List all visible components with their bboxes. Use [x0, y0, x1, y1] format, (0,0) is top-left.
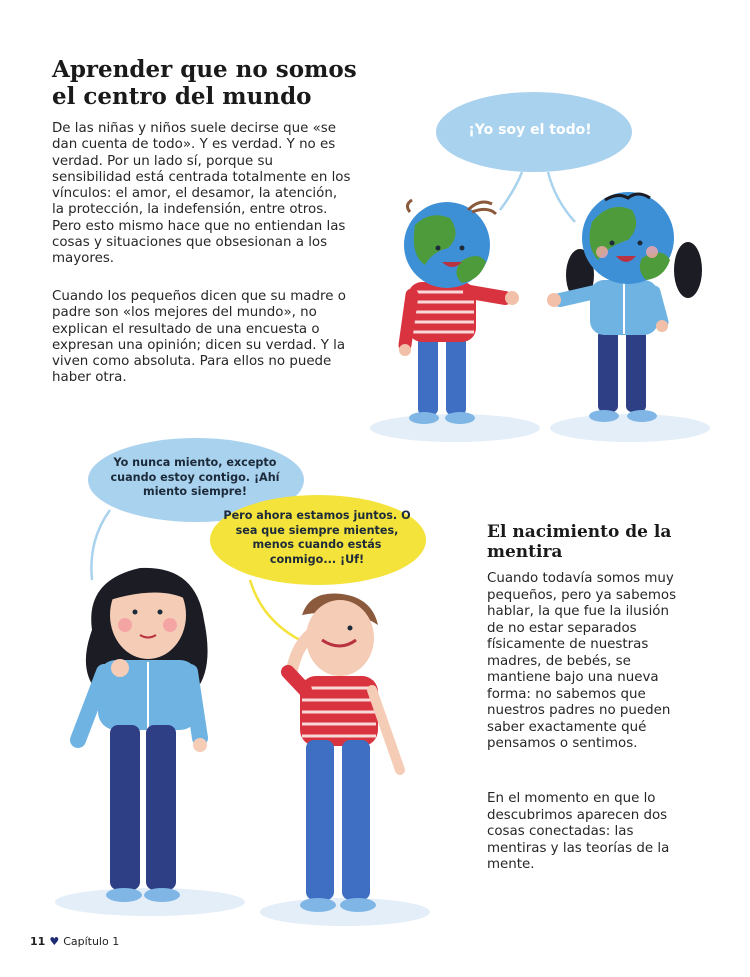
girl-figure — [78, 568, 208, 902]
section-subtitle: El nacimiento de la mentira — [487, 522, 672, 562]
globe-girl — [547, 192, 702, 422]
illustration-globe-kids — [370, 92, 710, 442]
bubble-tail — [91, 510, 110, 580]
page-number: 11 — [30, 935, 46, 948]
paragraph-intro: De las niñas y niños suele decirse que «se dan cuenta de todo». Y es verdad. Y no es verdad. Por un lado sí, porque su sensibilidad está centrada totalmente en los vínculos: el amor, el desamor, la atención, la protección, la indefensión, entre otros. Pero esto mismo hace que no entiendan las cosas y situaciones que obsesionan a los mayores. — [52, 121, 351, 267]
speech-text-girl: Yo nunca miento, excepto cuando estoy contigo. ¡Ahí miento siempre! — [110, 456, 280, 498]
chapter-label: Capítulo 1 — [63, 935, 120, 948]
bubble-tail — [548, 172, 575, 222]
bubble-tail — [500, 172, 522, 210]
paragraph-best-parents: Cuando los pequeños dicen que su madre o padre son «los mejores del mundo», no explican el resultado de una encuesta o expresan una opinión; dicen su verdad. Y la viven como absoluta. Para ellos no puede haber otra. — [52, 289, 346, 386]
paragraph-theory-of-mind: En el momento en que lo descubrimos aparecen dos cosas conectadas: las mentiras y las teorías de la mente. — [487, 791, 670, 872]
speech-text-boy: Pero ahora estamos juntos. O sea que siempre mientes, menos cuando estás conmigo... ¡Uf! — [223, 509, 411, 566]
heart-icon: ♥ — [49, 935, 60, 948]
page-title: Aprender que no somos el centro del mundo — [52, 56, 357, 110]
globe-boy — [399, 200, 519, 424]
paragraph-lie-origin: Cuando todavía somos muy pequeños, pero ya sabemos hablar, la que fue la ilusión de no estar separados físicamente de nuestras madres, de bebés, se mantiene bajo una nueva forma: no sabemos que nuestros padres no pueden saber exactamente qué pensamos o sentimos. — [487, 571, 677, 751]
page-footer — [30, 935, 119, 948]
boy-figure — [288, 593, 400, 912]
bubble-tail — [250, 580, 300, 640]
speech-text-top: ¡Yo soy el todo! — [468, 122, 592, 138]
